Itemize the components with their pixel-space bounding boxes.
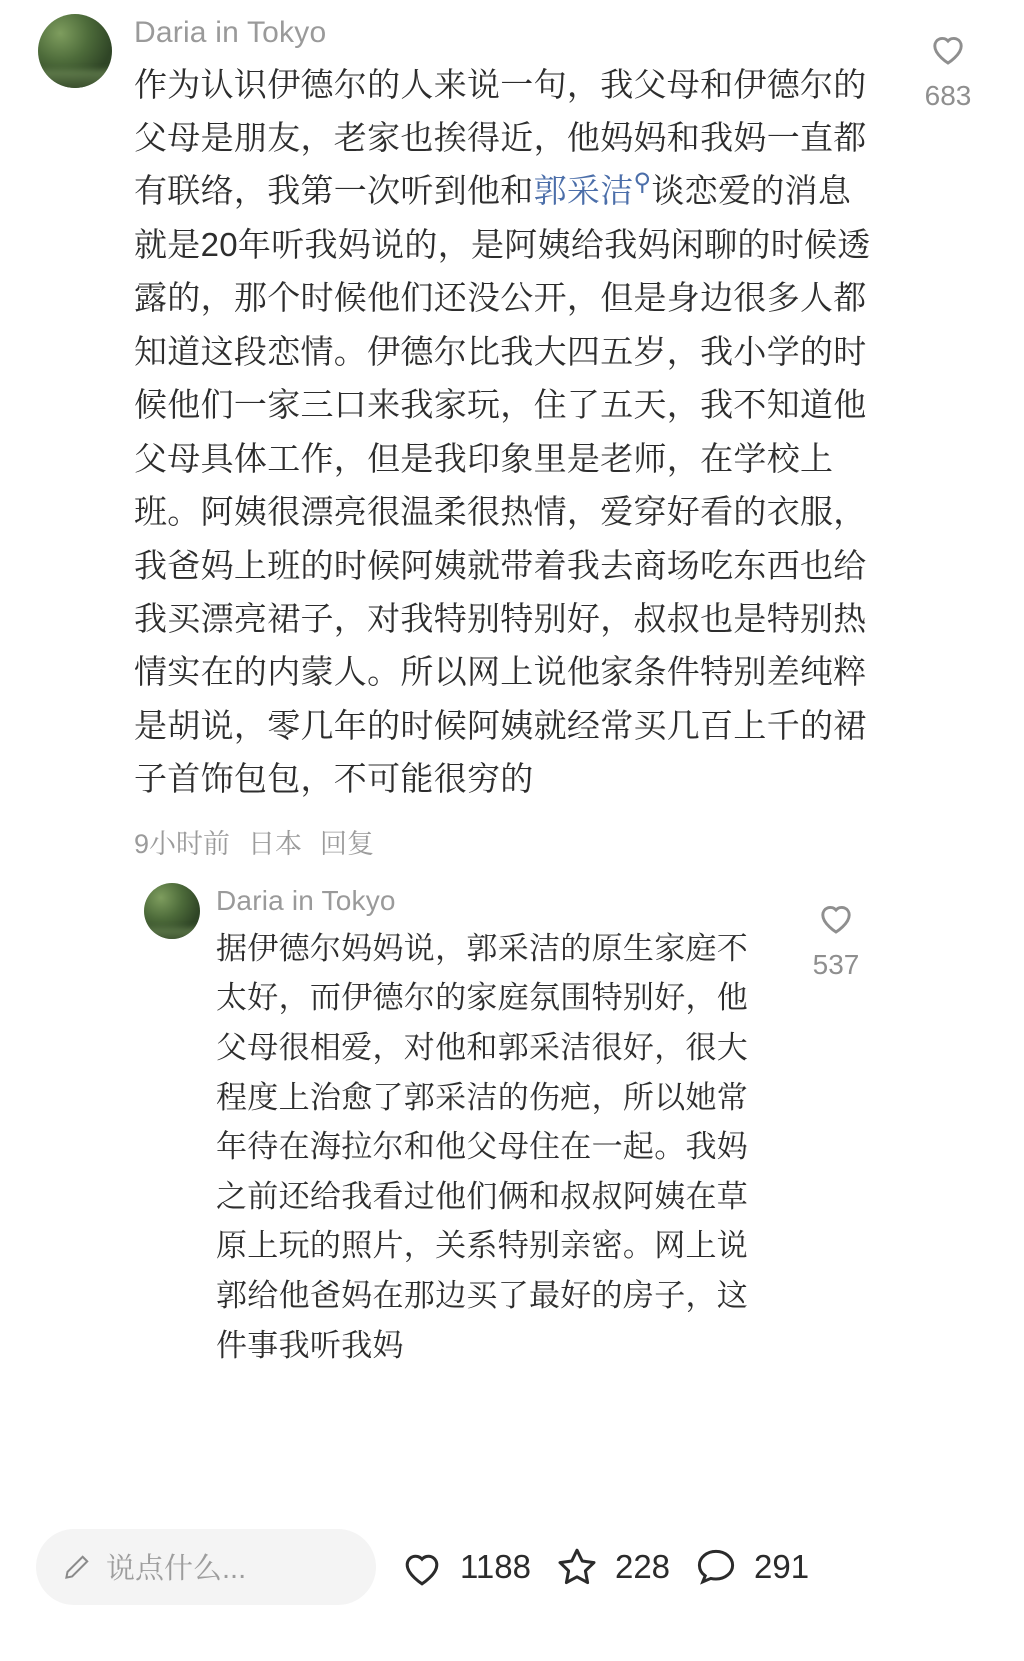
reply-like-count: 537 xyxy=(812,948,860,980)
collect-action[interactable] xyxy=(553,1543,670,1591)
mention-search-icon: ⚲ xyxy=(633,169,652,197)
comment-action[interactable] xyxy=(692,1543,809,1591)
collect-count: 228 xyxy=(614,1547,671,1585)
like-count: 1188 xyxy=(460,1547,531,1585)
comment-icon[interactable] xyxy=(692,1543,740,1591)
comment-input[interactable] xyxy=(36,1529,376,1605)
comment-author[interactable]: Daria in Tokyo xyxy=(134,16,327,49)
heart-icon[interactable] xyxy=(814,895,858,939)
comment-location: 日本 xyxy=(248,828,303,859)
comment-meta xyxy=(134,822,884,861)
star-icon[interactable] xyxy=(553,1543,601,1591)
reply-like-column[interactable] xyxy=(788,883,884,981)
comment-count: 291 xyxy=(754,1547,810,1585)
comment-time: 9小时前 xyxy=(134,828,231,859)
like-action[interactable] xyxy=(398,1543,531,1591)
comment-text xyxy=(134,58,884,806)
comment-body xyxy=(134,14,884,1370)
comment-input-placeholder: 说点什么... xyxy=(106,1553,247,1585)
reply-author[interactable]: Daria in Tokyo xyxy=(216,884,396,916)
comment-text-part-2: 谈恋爱的消息就是20年听我妈说的，是阿姨给我妈闲聊的时候透露的，那个时候他们还没公开，但是身边很多人都知道这段恋情。伊德尔比我大四五岁，我小学的时候他们一家三口来我家玩，住了五天，我不知道他父母具体工作，但是我印象里是老师，在学校上班。阿姨很漂亮很温柔很热情，爱穿好看的衣服，我爸妈上班的时候阿姨就带着我去商场吃东西也给我买漂亮裙子，对我特别特别好，叔叔也是特别热情实在的内蒙人。所以网上说他家条件特别差纯粹是胡说，零几年的时候阿姨就经常买几百上千的裙子首饰包包，不可能很穷的 xyxy=(134,172,871,798)
bottom-action-bar xyxy=(0,1472,1024,1661)
pencil-icon xyxy=(62,1552,92,1582)
heart-icon[interactable] xyxy=(398,1543,446,1591)
reply-avatar[interactable] xyxy=(144,883,200,939)
avatar[interactable] xyxy=(38,14,112,88)
list-fade xyxy=(0,1402,1024,1472)
comment-like-count: 683 xyxy=(924,80,972,111)
comment-text-part-1: 作为认识伊德尔的人来说一句，我父母和伊德尔的父母是朋友，老家也挨得近，他妈妈和我妈一直都有联络，我第一次听到他和 xyxy=(134,65,867,210)
reply-item[interactable] xyxy=(134,883,884,1370)
comment-like-column[interactable] xyxy=(900,14,996,112)
reply-button[interactable]: 回复 xyxy=(320,828,375,859)
reply-text: 据伊德尔妈妈说，郭采洁的原生家庭不太好，而伊德尔的家庭氛围特别好，他父母很相爱，对他和郭采洁很好，很大程度上治愈了郭采洁的伤疤，所以她常年待在海拉尔和他父母住在一起。我妈之前还给我看过他们俩和叔叔阿姨在草原上玩的照片，关系特别亲密。网上说郭给他爸妈在那边买了最好的房子，这件事我听我妈 xyxy=(216,930,749,1363)
mention-link[interactable]: 郭采洁 xyxy=(533,172,634,210)
heart-icon[interactable] xyxy=(926,26,970,70)
reply-body xyxy=(216,883,772,1370)
